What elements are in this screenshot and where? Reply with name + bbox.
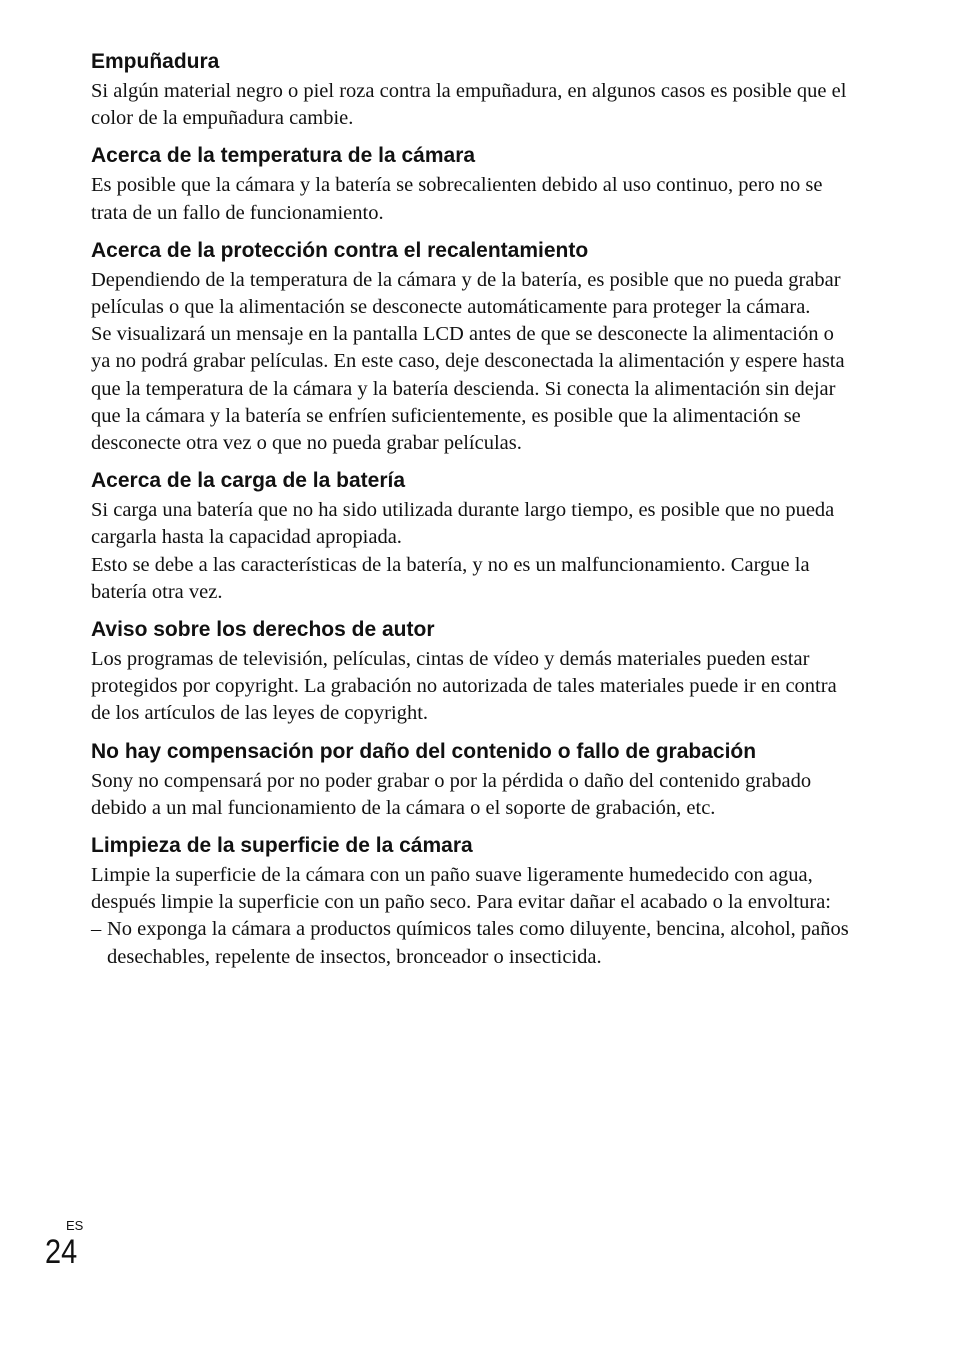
section-paragraph: Los programas de televisión, películas, cintas de vídeo y demás materiales pueden estar protegidos por copyright. La grabación no autorizada de tales materiales puede ir en contra de los artículos de las leyes de copyright. — [91, 648, 837, 725]
section-heading: No hay compensación por daño del contenido o fallo de grabación — [91, 739, 757, 763]
section-camera-temperature — [91, 142, 851, 226]
section-heading: Aviso sobre los derechos de autor — [91, 618, 435, 642]
section-heading: Acerca de la carga de la batería — [91, 469, 406, 493]
section-paragraph: Se visualizará un mensaje en la pantalla LCD antes de que se desconecte la alimentación o ya no podrá grabar películas. En este caso, deje desconectada la alimentación y espere hasta que la temperatura de la cámara y la batería descienda. Si conecta la alimentación sin dejar que la cámara y la batería se enfríen suficientemente, es posible que la alimentación se desconecte otra vez o que no pueda grabar películas. — [91, 323, 845, 455]
section-battery-charging — [91, 467, 851, 606]
bullet-list — [91, 916, 851, 970]
section-paragraph: Es posible que la cámara y la batería se sobrecalienten debido al uso continuo, pero no se trata de un fallo de funcionamiento. — [91, 174, 823, 224]
page-folio — [45, 1218, 83, 1270]
section-paragraph: Limpie la superficie de la cámara con un paño suave ligeramente humedecido con agua, después limpie la superficie con un paño seco. Para evitar dañar el acabado o la envoltura: — [91, 864, 831, 914]
section-heading: Limpieza de la superficie de la cámara — [91, 834, 473, 858]
language-code: ES — [66, 1218, 84, 1233]
section-surface-cleaning — [91, 832, 851, 971]
section-paragraph: Dependiendo de la temperatura de la cámara y de la batería, es posible que no pueda grabar películas o que la alimentación se desconecte automáticamente para proteger la cámara. — [91, 268, 841, 319]
list-item — [91, 916, 851, 970]
section-copyright-notice — [91, 616, 851, 728]
section-heading: Acerca de la temperatura de la cámara — [91, 144, 476, 168]
section-paragraph: Sony no compensará por no poder grabar o por la pérdida o daño del contenido grabado debido a un mal funcionamiento de la cámara o el soporte de grabación, etc. — [91, 769, 812, 819]
manual-page-content — [91, 48, 851, 971]
section-paragraph: Si algún material negro o piel roza contra la empuñadura, en algunos casos es posible que el color de la empuñadura cambie. — [91, 80, 847, 130]
section-no-compensation — [91, 738, 851, 822]
section-heading: Empuñadura — [91, 50, 220, 73]
page-number: 24 — [45, 1233, 78, 1271]
section-paragraph: Esto se debe a las características de la batería, y no es un malfuncionamiento. Cargue la batería otra vez. — [91, 553, 810, 603]
list-item-text: No exponga la cámara a productos químicos tales como diluyente, bencina, alcohol, paños desechables, repelente de insectos, bronceador o insecticida. — [107, 918, 849, 968]
section-paragraph: Si carga una batería que no ha sido utilizada durante largo tiempo, es posible que no pueda cargarla hasta la capacidad apropiada. — [91, 499, 835, 549]
dash-bullet-marker: – — [91, 918, 102, 941]
section-heading: Acerca de la protección contra el recalentamiento — [91, 238, 589, 262]
section-overheat-protection — [91, 237, 851, 457]
section-grip — [91, 48, 851, 132]
